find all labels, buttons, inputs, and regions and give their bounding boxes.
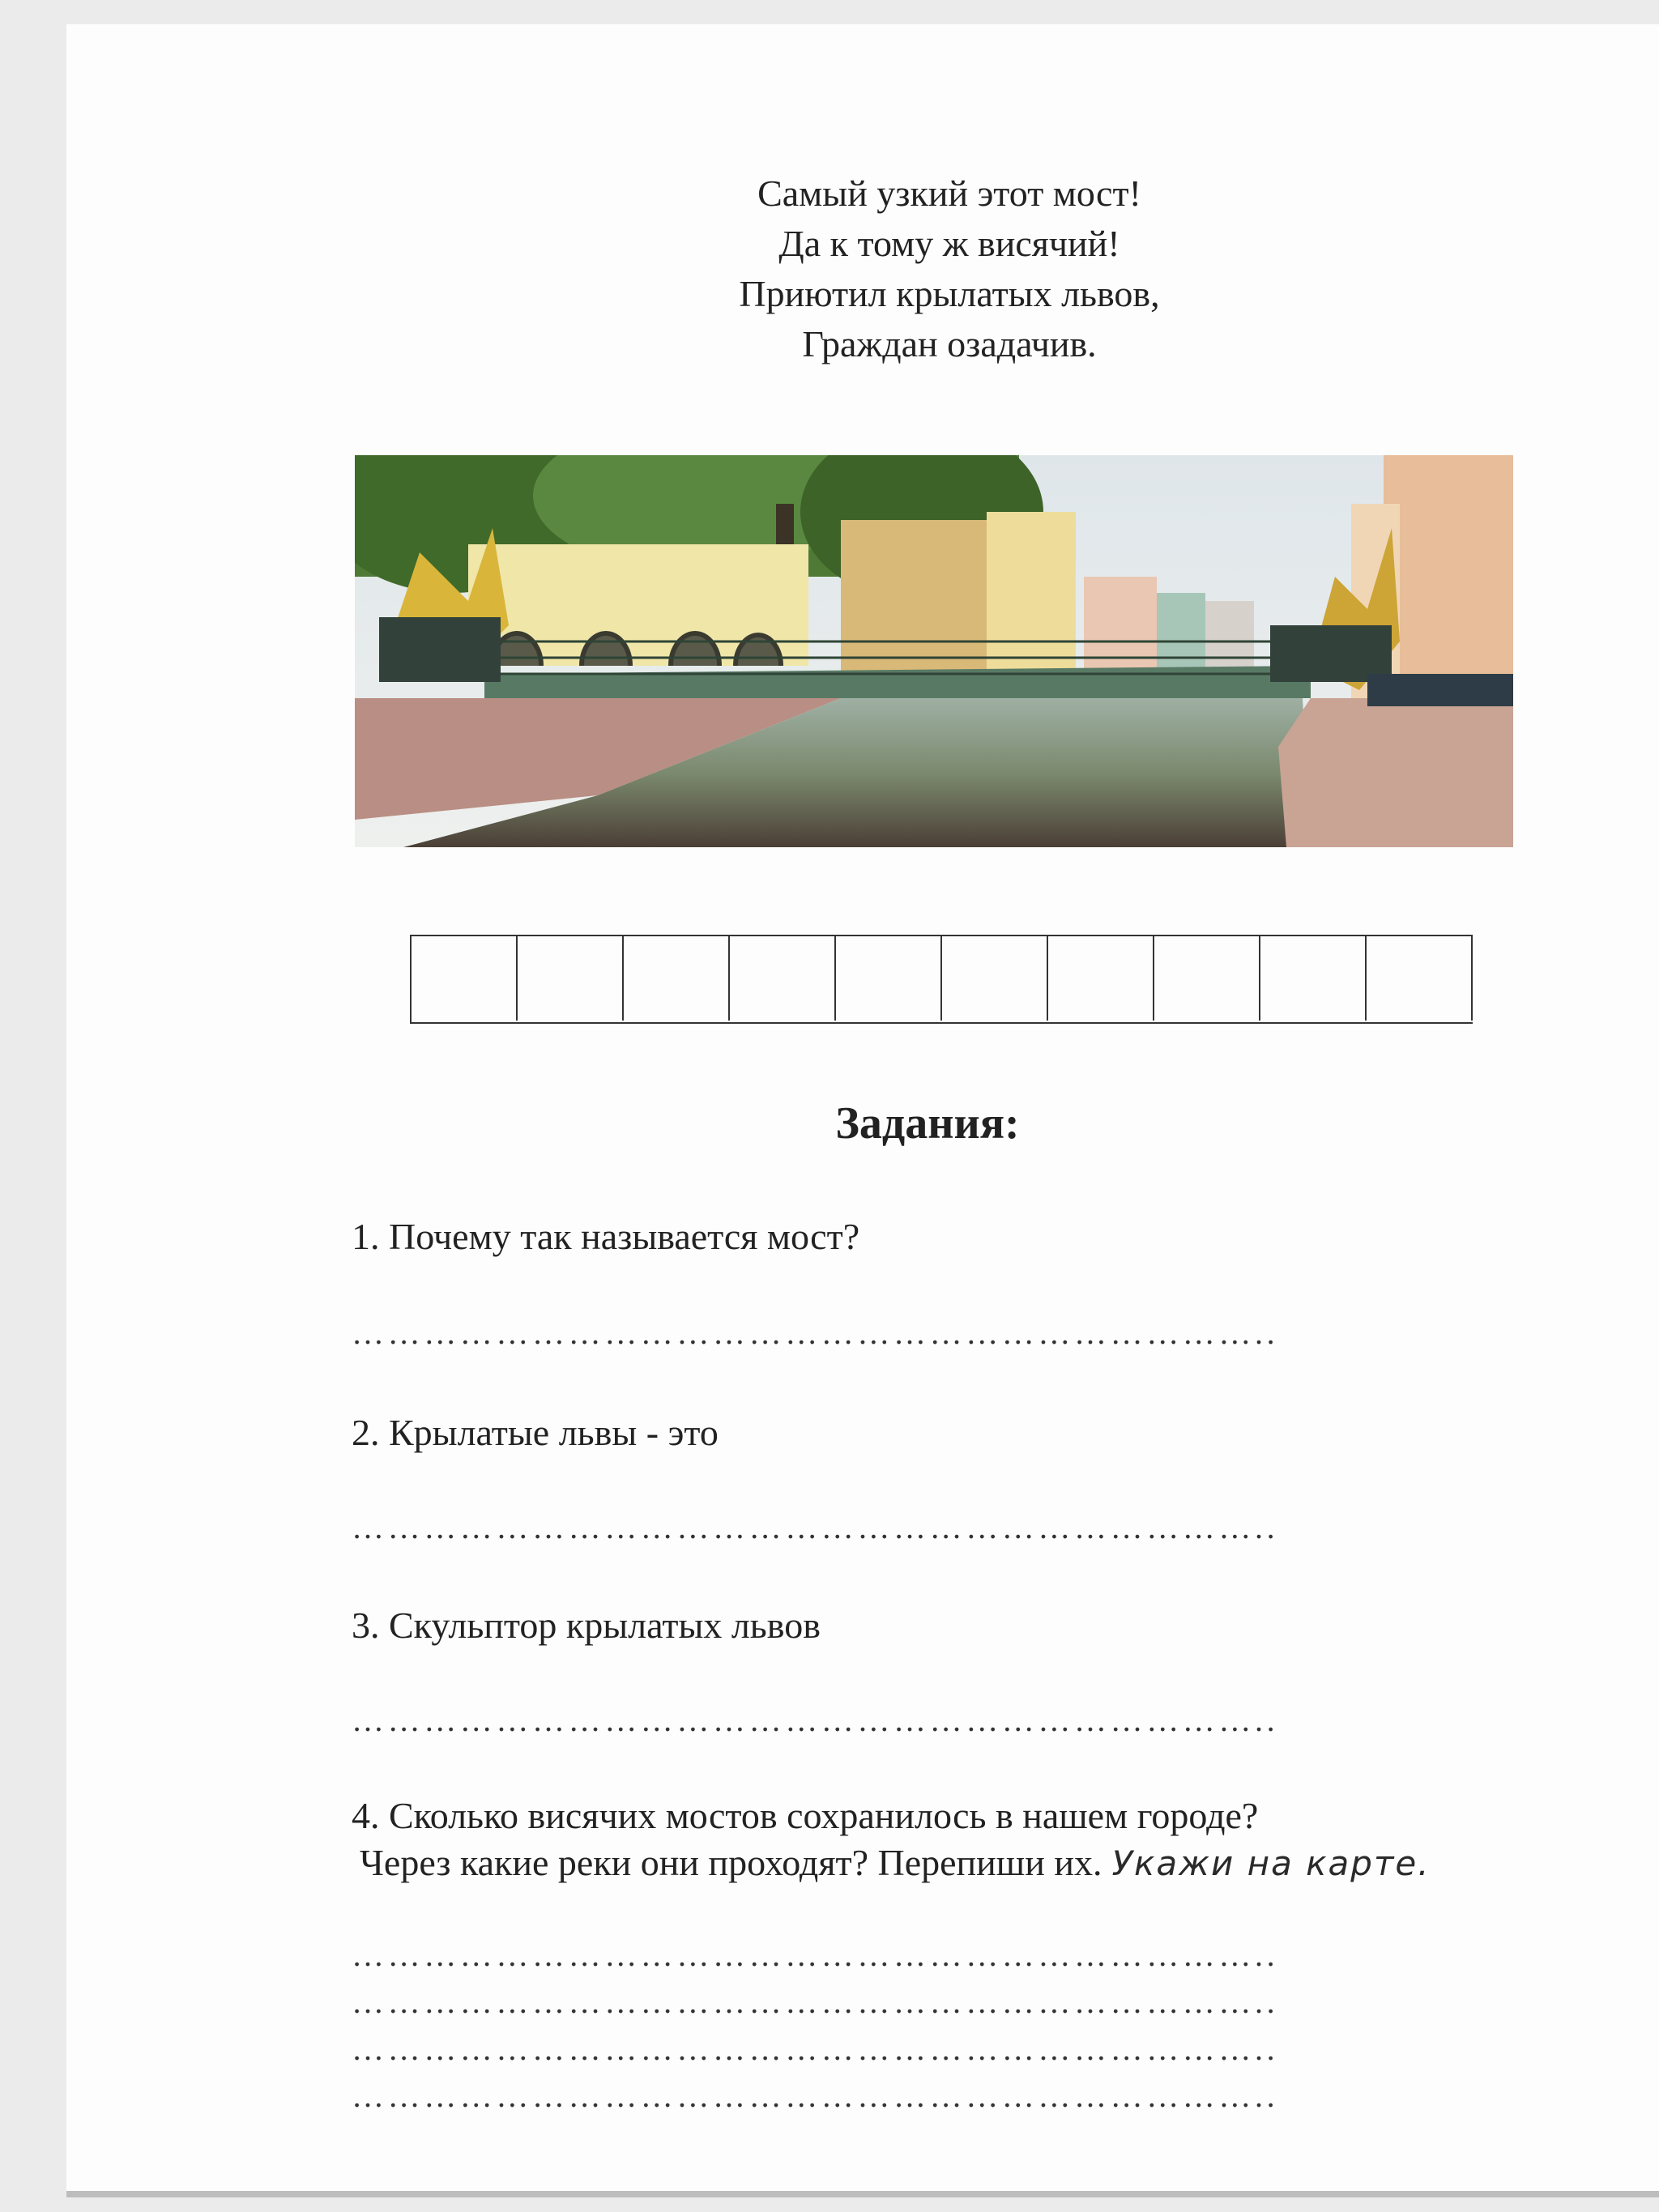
poem [601,168,1298,369]
question-2: 2. Крылатые львы - это [352,1412,719,1453]
tasks-heading: Задания: [835,1098,1020,1149]
answer-line[interactable]: ………………………………………………………………….. [352,2031,1279,2067]
letter-box[interactable] [624,936,730,1021]
letter-box[interactable] [1260,936,1367,1021]
scan-edge [66,2191,1659,2197]
answer-letter-boxes [410,935,1473,1024]
answer-line[interactable]: ………………………………………………………………….. [352,1315,1279,1351]
letter-box[interactable] [1154,936,1260,1021]
letter-box[interactable] [730,936,836,1021]
poem-line: Приютил крылатых львов, [739,273,1160,314]
letter-box[interactable] [518,936,624,1021]
answer-line[interactable]: ………………………………………………………………….. [352,1509,1279,1545]
poem-line: Да к тому ж висячий! [778,223,1120,264]
answer-line[interactable]: ………………………………………………………………….. [352,1702,1279,1738]
question-4-continued [360,1841,1431,1884]
bridge-photo [355,455,1513,847]
letter-box[interactable] [836,936,942,1021]
poem-line: Граждан озадачив. [802,323,1097,364]
worksheet-page [66,24,1659,2191]
question-1: 1. Почему так называется мост? [352,1216,860,1257]
letter-box[interactable] [412,936,518,1021]
letter-box[interactable] [942,936,1048,1021]
question-3: 3. Скульптор крылатых львов [352,1605,821,1646]
answer-line[interactable]: ………………………………………………………………….. [352,2078,1279,2114]
answer-line[interactable]: ………………………………………………………………….. [352,1984,1279,2020]
handwritten-note: Укажи на карте. [1111,1843,1431,1883]
answer-line[interactable]: ………………………………………………………………….. [352,1937,1279,1973]
letter-box[interactable] [1367,936,1473,1021]
question-4-text: Через какие реки они проходят? Перепиши их. [360,1842,1102,1883]
letter-box[interactable] [1048,936,1154,1021]
question-4: 4. Сколько висячих мостов сохранилось в нашем городе? [352,1795,1259,1836]
poem-line: Самый узкий этот мост! [757,173,1141,214]
